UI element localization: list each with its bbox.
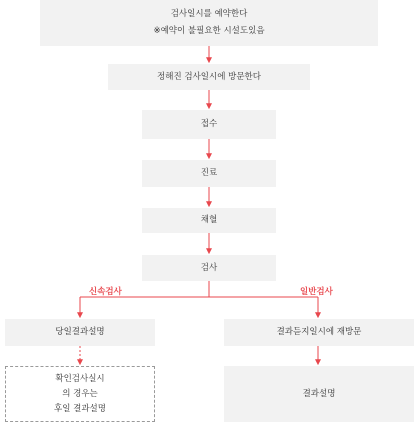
step-test-text: 검사 [200, 262, 218, 273]
step-consultation [142, 160, 276, 187]
step-test [142, 255, 276, 281]
step-reserve [40, 0, 378, 46]
step-confirmation-line2: 의 경우는 [62, 388, 98, 399]
step-result-explanation [224, 366, 414, 422]
step-confirmation-line1: 확인검사실시 [55, 373, 105, 384]
step-result-explanation-text: 결과설명 [302, 388, 336, 399]
step-same-day-result-text: 당일결과설명 [55, 327, 105, 337]
branch-label-rapid: 신속검사 [89, 287, 122, 297]
step-revisit-text: 결과듣지일시에 재방문 [276, 327, 362, 337]
step-reserve-note: ※예약이 불필요한 시설도있음 [153, 26, 265, 36]
step-reception-text: 접수 [200, 119, 218, 129]
step-visit-text: 정해진 검사일시에 방문한다 [157, 71, 261, 82]
branch-label-general: 일반검사 [300, 287, 333, 297]
step-same-day-result [5, 319, 155, 346]
step-visit [108, 64, 310, 90]
step-reception [142, 110, 276, 139]
step-reserve-text: 검사일시를 예약한다 [170, 9, 248, 19]
step-blood-draw [142, 208, 276, 233]
step-confirmation-test [5, 366, 155, 422]
step-confirmation-line3: 후일 결과설명 [54, 403, 106, 414]
step-consultation-text: 진료 [200, 168, 218, 178]
step-revisit [224, 319, 414, 346]
step-blood-draw-text: 채혈 [200, 215, 218, 225]
